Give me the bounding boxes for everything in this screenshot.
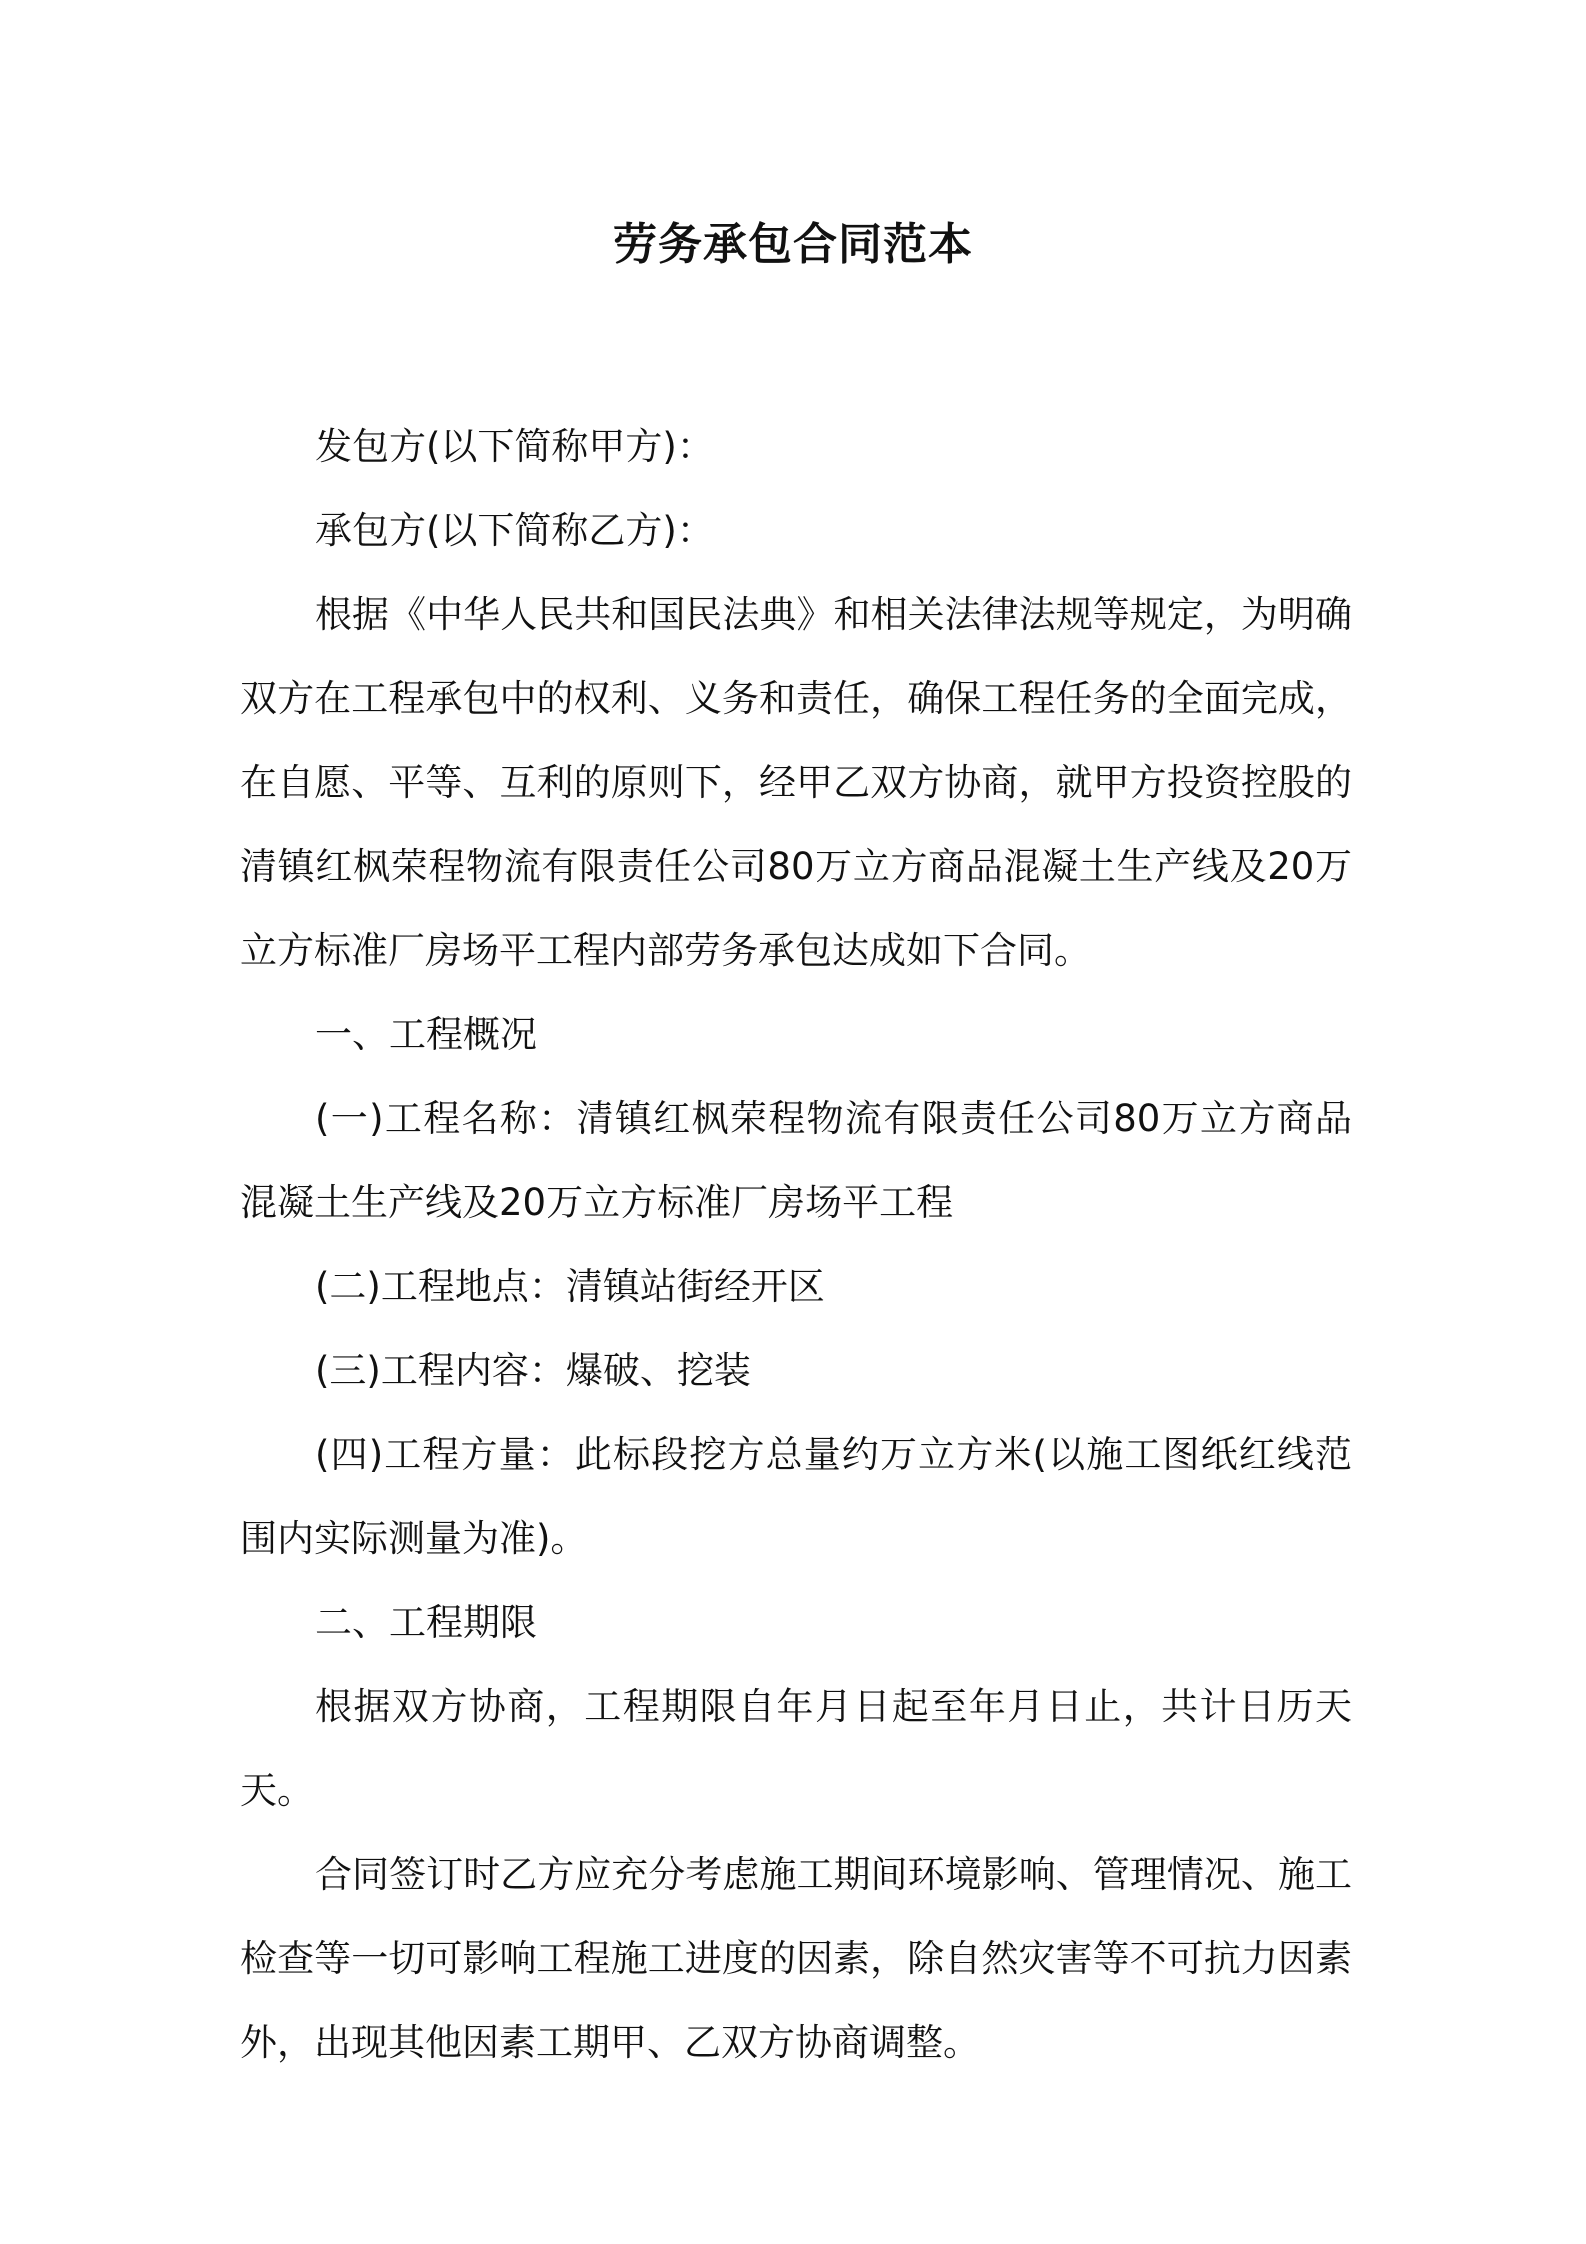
project-volume-item: (四)工程方量：此标段挖方总量约万立方米(以施工图纸红线范围内实际测量为准)。 [240,1433,1352,1560]
section-heading-project-overview: 一、工程概况 [315,1013,537,1056]
party-a-line: 发包方(以下简称甲方)： [315,425,714,468]
party-b-line: 承包方(以下简称乙方)： [315,509,714,552]
schedule-adjustment-paragraph: 合同签订时乙方应充分考虑施工期间环境影响、管理情况、施工检查等一切可影响工程施工进度的因素，除自然灾害等不可抗力因素外，出现其他因素工期甲、乙双方协商调整。 [240,1853,1352,2064]
project-content-item: (三)工程内容：爆破、挖装 [315,1349,751,1392]
preamble-paragraph: 根据《中华人民共和国民法典》和相关法律法规等规定，为明确双方在工程承包中的权利、义务和责任，确保工程任务的全面完成，在自愿、平等、互利的原则下，经甲乙双方协商，就甲方投资控股的清镇红枫荣程物流有限责任公司80万立方商品混凝土生产线及20万立方标准厂房场平工程内部劳务承包达成如下合同。 [240,593,1352,972]
document-body [240,405,1352,2085]
section-heading-project-period: 二、工程期限 [315,1601,537,1644]
project-location-item: (二)工程地点：清镇站街经开区 [315,1265,825,1308]
period-paragraph: 根据双方协商，工程期限自年月日起至年月日止，共计日历天天。 [240,1685,1352,1812]
project-name-item: (一)工程名称：清镇红枫荣程物流有限责任公司80万立方商品混凝土生产线及20万立方标准厂房场平工程 [240,1097,1352,1224]
document-title: 劳务承包合同范本 [613,219,973,270]
